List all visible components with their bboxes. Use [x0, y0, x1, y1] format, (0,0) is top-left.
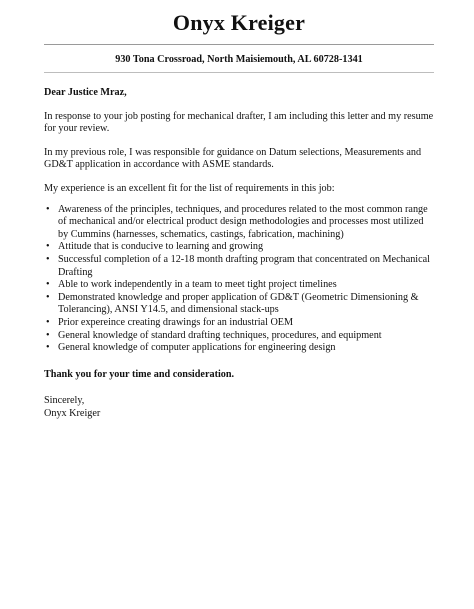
- sender-name: Onyx Kreiger: [172, 10, 306, 35]
- list-item: [44, 342, 434, 355]
- bullet-icon: •: [46, 329, 50, 341]
- bullet-icon: •: [46, 253, 50, 265]
- signoff-text: Sincerely,: [44, 395, 85, 407]
- list-item: [44, 292, 434, 317]
- list-item: [44, 241, 434, 254]
- sender-address: 930 Tona Crossroad, North Maisiemouth, AL 60728-1341: [115, 54, 363, 65]
- requirements-list: [44, 204, 434, 355]
- paragraph-requirements-lead: My experience is an excellent fit for the list of requirements in this job:: [44, 182, 335, 194]
- list-item-text: Able to work independently in a team to meet tight project timelines: [58, 279, 337, 291]
- list-item-text: Attitude that is conducive to learning and growing: [58, 241, 264, 253]
- list-item-text: Prior expereince creating drawings for an industrial OEM: [58, 316, 294, 328]
- bullet-icon: •: [46, 291, 50, 303]
- bullet-icon: •: [46, 316, 50, 328]
- list-item: [44, 317, 434, 330]
- paragraph-previous-role: In my previous role, I was responsible for guidance on Datum selections, Measurements and GD&T application in accordance with ASME standards.: [44, 146, 422, 171]
- list-item-text: Successful completion of a 12-18 month drafting program that concentrated on Mechanical Drafting: [58, 253, 431, 278]
- list-item-text: General knowledge of computer applications for engineering design: [58, 342, 336, 354]
- salutation: Dear Justice Mraz,: [44, 87, 127, 98]
- list-item-text: Awareness of the principles, techniques, and procedures related to the most common range of mechanical and/or electrical product design methodologies and processes most utilized by Cummins (harnesses, schematics, castings, fabrication, machining): [58, 203, 428, 240]
- list-item-text: Demonstrated knowledge and proper application of GD&T (Geometric Dimensioning & Tolerancing), ANSI Y14.5, and dimensional stack-ups: [58, 291, 419, 316]
- bullet-icon: •: [46, 342, 50, 354]
- address-divider: [44, 72, 434, 73]
- list-item-text: General knowledge of standard drafting techniques, procedures, and equipment: [58, 329, 382, 341]
- list-item: [44, 254, 434, 279]
- bullet-icon: •: [46, 241, 50, 253]
- bullet-icon: •: [46, 203, 50, 215]
- list-item: [44, 279, 434, 292]
- signoff: [44, 395, 434, 420]
- list-item: [44, 330, 434, 343]
- bullet-icon: •: [46, 279, 50, 291]
- header-divider: [44, 44, 434, 45]
- closing-line: Thank you for your time and consideration.: [44, 368, 235, 380]
- list-item: [44, 204, 434, 242]
- paragraph-intro: In response to your job posting for mechanical drafter, I am including this letter and my resume for your review.: [44, 110, 434, 135]
- signature-name: Onyx Kreiger: [44, 407, 101, 419]
